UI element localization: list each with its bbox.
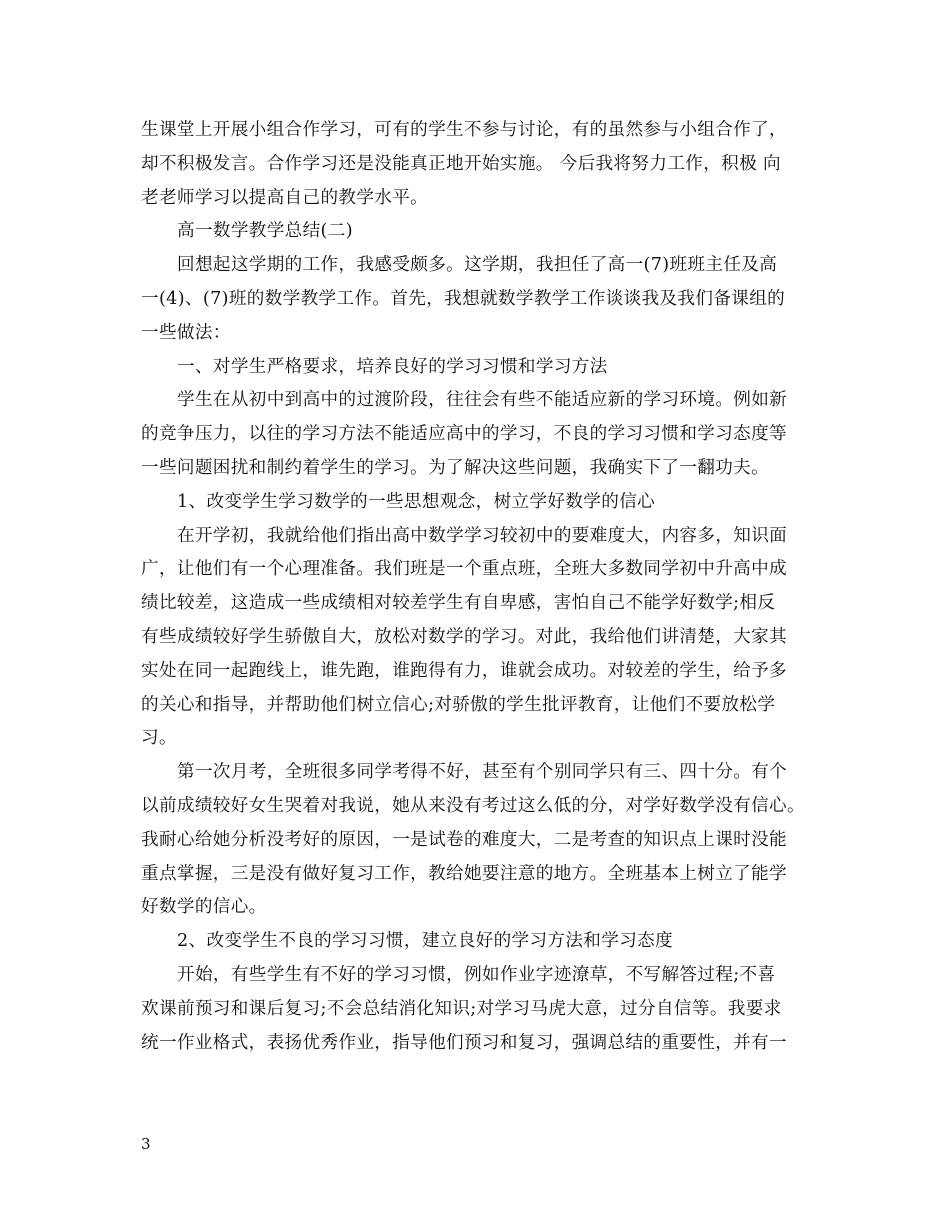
text-line: 我耐心给她分析没考好的原因，一是试卷的难度大，二是考查的知识点上课时没能 xyxy=(141,829,787,850)
text-line: 1、改变学生学习数学的一些思想观念，树立学好数学的信心 xyxy=(177,491,656,512)
text-line: 老老师学习以提高自己的教学水平。 xyxy=(141,187,429,208)
text-line: 回想起这学期的工作，我感受颇多。这学期，我担任了高一(7)班班主任及高 xyxy=(177,255,778,276)
text-line: 以前成绩较好女生哭着对我说，她从来没有考过这么低的分，对学好数学没有信心。 xyxy=(141,795,805,816)
text-line: 有些成绩较好学生骄傲自大，放松对数学的学习。对此，我给他们讲清楚，大家其 xyxy=(141,626,787,647)
text-line: 学生在从初中到高中的过渡阶段，往往会有些不能适应新的学习环境。例如新 xyxy=(177,390,788,411)
text-line: 2、改变学生不良的学习习惯，建立良好的学习方法和学习态度 xyxy=(177,931,674,952)
text-line: 一、对学生严格要求，培养良好的学习习惯和学习方法 xyxy=(177,356,608,377)
text-line: 欢课前预习和课后复习;不会总结消化知识;对学习马虎大意，过分自信等。我要求 xyxy=(141,998,782,1019)
text-line: 一些问题困扰和制约着学生的学习。为了解决这些问题，我确实下了一翻功夫。 xyxy=(141,457,770,478)
text-line: 高一数学教学总结(二) xyxy=(177,221,353,242)
text-line: 实处在同一起跑线上，谁先跑，谁跑得有力，谁就会成功。对较差的学生，给予多 xyxy=(141,660,787,681)
text-line: 广，让他们有一个心理准备。我们班是一个重点班，全班大多数同学初中升高中成 xyxy=(141,559,787,580)
text-line: 第一次月考，全班很多同学考得不好，甚至有个别同学只有三、四十分。有个 xyxy=(177,762,788,783)
text-line: 习。 xyxy=(141,728,177,749)
text-line: 绩比较差，这造成一些成绩相对较差学生有自卑感，害怕自己不能学好数学;相反 xyxy=(141,593,776,614)
text-line: 的关心和指导，并帮助他们树立信心;对骄傲的学生批评教育，让他们不要放松学 xyxy=(141,694,776,715)
text-line: 重点掌握，三是没有做好复习工作，教给她要注意的地方。全班基本上树立了能学 xyxy=(141,863,787,884)
text-line: 开始，有些学生有不好的学习习惯，例如作业字迹潦草，不写解答过程;不喜 xyxy=(177,964,776,985)
text-line: 的竞争压力，以往的学习方法不能适应高中的学习，不良的学习习惯和学习态度等 xyxy=(141,424,787,445)
text-line: 在开学初，我就给他们指出高中数学学习较初中的要难度大，内容多，知识面 xyxy=(177,525,788,546)
text-line: 一些做法： xyxy=(141,322,231,343)
text-line: 却不积极发言。合作学习还是没能真正地开始实施。 今后我将努力工作，积极 向 xyxy=(141,153,781,174)
text-line: 好数学的信心。 xyxy=(141,897,267,918)
text-line: 统一作业格式，表扬优秀作业，指导他们预习和复习，强调总结的重要性，并有一 xyxy=(141,1032,787,1053)
document-body xyxy=(141,114,821,1060)
text-line: 一(4)、(7)班的数学教学工作。首先，我想就数学教学工作谈谈我及我们备课组的 xyxy=(141,288,786,309)
page-number: 3 xyxy=(141,1135,151,1153)
text-line: 生课堂上开展小组合作学习，可有的学生不参与讨论，有的虽然参与小组合作了， xyxy=(141,120,787,140)
